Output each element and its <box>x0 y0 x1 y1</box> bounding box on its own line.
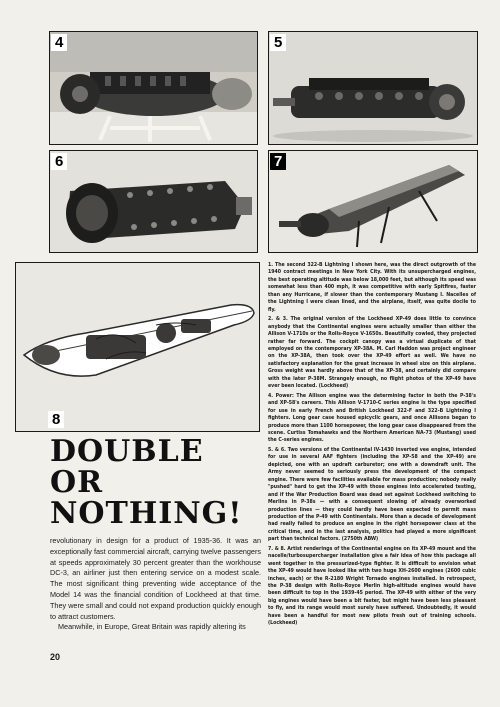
caption-2-3: 2. & 3. The original version of the Lockheed XP-49 does little to convince anybody that the Continental engines were actually smaller than either the Allison V-1710s or the Rolls-Royce V-1650s. Beautifully cowled, they projected rather far forward. The cockpit canopy was a virtual duplicate of that employed on the contemporary XP-38A. M. Carl Haddon was project engineer on the XP-38A, then took over the XP-49 effort as well. We have no satisfactory explanation for the great increase in wheel size on this airplane. Gross weight was hardly above that of the XP-38, and certainly did compare with the later P-38M. Strangely enough, no flight photos of the XP-49 have ever been located. (Lockheed) <box>268 316 476 390</box>
headline-line-3: NOTHING! <box>50 496 243 531</box>
photo-number-6: 6 <box>51 153 67 170</box>
caption-1: 1. The second 322-B Lightning I shown here, was the direct outgrowth of the 1940 contract meetings in New York City. With its unsupercharged engines, the best operating altitude was below 18,000 feet, but although its speed was somewhat less than 400 mph, it was competitive with early Spitfires, faster than any Hurricane, if slower than the contemporary Mustang I. Nacelles of the Lightning I were clean lined, and the airplane, itself, was quite docile to fly. <box>268 262 476 313</box>
nacelle-cutaway-8 <box>15 262 260 432</box>
engine-photo-5 <box>268 31 478 145</box>
article-headline <box>50 436 260 529</box>
body-paragraph-2: Meanwhile, in Europe, Great Britain was rapidly altering its <box>58 622 246 632</box>
captions-column <box>268 262 476 682</box>
photo-number-7: 7 <box>270 153 286 170</box>
photo-number-4: 4 <box>51 34 67 51</box>
engine-photo-6-image <box>50 151 257 252</box>
photo-number-8: 8 <box>48 411 64 428</box>
engine-photo-6 <box>49 150 258 253</box>
engine-photo-4-image <box>50 32 257 144</box>
body-paragraph-1: revolutionary in design for a product of 1935-36. It was an exceptionally fast commercial aircraft, carrying twelve passengers at speeds approximately 30 percent greater than the workhouse DC-3, an airliner just then entering service on a modest scale. The most significant thing preventing wide acceptance of the Model 14 was the financial condition of Lockheed at that time. They were small and could not expand production quickly enough to attract customers. <box>50 536 261 621</box>
engine-rendering-7 <box>268 150 478 253</box>
photo-number-5: 5 <box>270 34 286 51</box>
page-number: 20 <box>50 652 61 662</box>
engine-rendering-7-image <box>269 151 477 252</box>
caption-5-6: 5. & 6. Two versions of the Continental IV-1430 inverted vee engine, intended for use in several AAF fighters (including the XP-58 and the XP-49) are depicted, one with an updraft carburetor; one with a downdraft unit. The Army never seemed to seriously press the development of the compact engine. There were few facilities available for mass production; nobody really "pushed" hard to get the XP-49 with those engines into accelerated testing, and if the War Production Board was dead set against Lockheed switching to Merlins in P-38s — with a consequent slowing of already overworked production lines — they could hardly have been expected to permit mass production of the P-49 with Continentals. More than a decade of development had really failed to produce an engine in the right horsepower class at the critical time, and in the last analysis, politics had played a more significant part than technical factors. (2750th ABW) <box>268 446 476 543</box>
article-body <box>50 536 261 633</box>
engine-photo-5-image <box>269 32 477 144</box>
caption-4: 4. Power: The Allison engine was the determining factor in both the P-38's and XP-58's careers. This Allison V-1710-C series engine is the type specified for use in early French and British Lockheed 322-F and 322-B Lightning I fighters. Long gear case housed epicyclic gears, and once Allisons began to produce more than 1100 horsepower, the long gear case disappeared from the scene. Curtiss Tomahawks and the Northern American NA-73 (Mustang) used the C-series engines. <box>268 392 476 444</box>
headline-line-2: OR <box>50 465 104 500</box>
engine-photo-4 <box>49 31 258 145</box>
headline-line-1: DOUBLE <box>50 434 204 469</box>
nacelle-cutaway-8-image <box>16 263 259 431</box>
caption-7-8: 7. & 8. Artist renderings of the Continental engine on its XP-49 mount and the nacelle/turbosupercharger installation give a fair idea of how this package all went together in the pressurized-type fighter. It is difficult to envision what the XP-49 would have looked like with two huge XH-2600 engines (2600 cubic inches, each) or the R-2180 Wright Tornado engines installed. In retrospect, the P-38 design with Rolls-Royce Merlin high-altitude engines would have been difficult to top in the 1939-45 period. The XP-49 with either of the very big engines would have been a bit faster, but might have been less pleasant to fly, and its range would most surely have suffered. Undoubtedly, it would have been a handful for most new pilots fresh out of training schools. (Lockheed) <box>268 545 476 627</box>
